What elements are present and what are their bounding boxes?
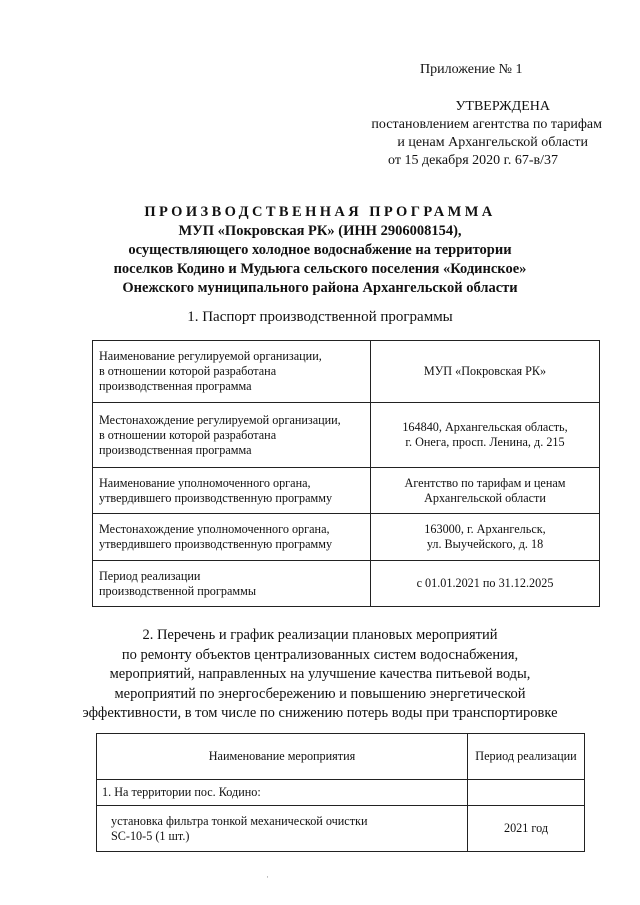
group-label: 1. На территории пос. Кодино: bbox=[97, 780, 468, 806]
row-value bbox=[371, 468, 600, 514]
title-line: осуществляющего холодное водоснабжение на территории bbox=[128, 242, 512, 258]
measure-line: установка фильтра тонкой механической очистки bbox=[111, 813, 368, 828]
row-value bbox=[371, 561, 600, 607]
row-label bbox=[93, 514, 371, 561]
empty-cell bbox=[468, 780, 585, 806]
label-line: Наименование регулируемой организации, bbox=[99, 349, 322, 363]
approval-date: от 15 декабря 2020 г. 67-в/37 bbox=[388, 153, 558, 168]
measure-period: 2021 год bbox=[468, 806, 585, 852]
value-line: МУП «Покровская РК» bbox=[423, 364, 547, 378]
row-value bbox=[371, 403, 600, 468]
col-header-period: Период реализации bbox=[468, 734, 585, 780]
label-line: в отношении которой разработана bbox=[99, 364, 277, 378]
row-label bbox=[93, 468, 371, 514]
label-line: Период реализации bbox=[99, 568, 201, 583]
label-line: производственной программы bbox=[99, 583, 257, 598]
col-header-measure: Наименование мероприятия bbox=[97, 734, 468, 780]
table-row bbox=[97, 780, 585, 806]
heading-line: по ремонту объектов централизованных систем водоснабжения, bbox=[121, 646, 519, 663]
table-row bbox=[93, 403, 600, 468]
label-line: Местонахождение уполномоченного органа, bbox=[99, 522, 330, 536]
label-line: Местонахождение регулируемой организации, bbox=[99, 412, 341, 427]
value-line: Архангельской области bbox=[424, 490, 546, 505]
appendix-number: Приложение № 1 bbox=[420, 62, 523, 77]
value-line: ул. Выучейского, д. 18 bbox=[426, 537, 544, 551]
heading-line: эффективности, в том числе по снижению потерь воды при транспортировке bbox=[82, 705, 558, 721]
measure-name bbox=[97, 806, 468, 852]
row-value bbox=[371, 341, 600, 403]
table-header-row bbox=[97, 734, 585, 780]
value-line: 163000, г. Архангельск, bbox=[424, 522, 546, 536]
approval-line: постановлением агентства по тарифам bbox=[371, 117, 602, 132]
value-line: с 01.01.2021 по 31.12.2025 bbox=[416, 576, 554, 590]
table-row bbox=[93, 561, 600, 607]
label-line: утвердившего производственную программу bbox=[99, 490, 333, 505]
section2-heading bbox=[40, 626, 600, 724]
heading-line: мероприятий, направленных на улучшение качества питьевой воды, bbox=[109, 666, 531, 682]
program-title: ПРОИЗВОДСТВЕННАЯ ПРОГРАММА bbox=[144, 204, 496, 220]
passport-table bbox=[92, 340, 600, 607]
measures-table bbox=[96, 733, 585, 852]
table-row bbox=[93, 514, 600, 561]
row-label bbox=[93, 341, 371, 403]
row-label bbox=[93, 561, 371, 607]
approval-line: и ценам Архангельской области bbox=[397, 135, 588, 150]
page-mark: · bbox=[266, 872, 269, 882]
value-line: Агентство по тарифам и ценам bbox=[404, 475, 566, 490]
table-row bbox=[93, 468, 600, 514]
organization-line: МУП «Покровская РК» (ИНН 2906008154), bbox=[178, 223, 462, 239]
title-line: Онежского муниципального района Архангельской области bbox=[122, 280, 518, 296]
label-line: производственная программа bbox=[99, 442, 252, 457]
section1-heading: 1. Паспорт производственной программы bbox=[187, 309, 453, 325]
measure-line: SC-10-5 (1 шт.) bbox=[111, 828, 190, 843]
table-row bbox=[97, 806, 585, 852]
label-line: в отношении которой разработана bbox=[99, 427, 277, 442]
row-value bbox=[371, 514, 600, 561]
label-line: Наименование уполномоченного органа, bbox=[99, 475, 311, 490]
label-line: утвердившего производственную программу bbox=[99, 537, 333, 551]
label-line: производственная программа bbox=[99, 379, 252, 393]
value-line: 164840, Архангельская область, bbox=[402, 420, 568, 434]
heading-line: 2. Перечень и график реализации плановых мероприятий bbox=[142, 627, 498, 643]
table-row bbox=[93, 341, 600, 403]
title-line: поселков Кодино и Мудьюга сельского поселения «Кодинское» bbox=[113, 261, 527, 277]
value-line: г. Онега, просп. Ленина, д. 215 bbox=[405, 435, 565, 449]
row-label bbox=[93, 403, 371, 468]
heading-line: мероприятий по энергосбережению и повышению энергетической bbox=[114, 685, 526, 702]
approval-heading: УТВЕРЖДЕНА bbox=[455, 99, 550, 114]
approval-block bbox=[340, 98, 602, 170]
document-title bbox=[40, 203, 600, 298]
